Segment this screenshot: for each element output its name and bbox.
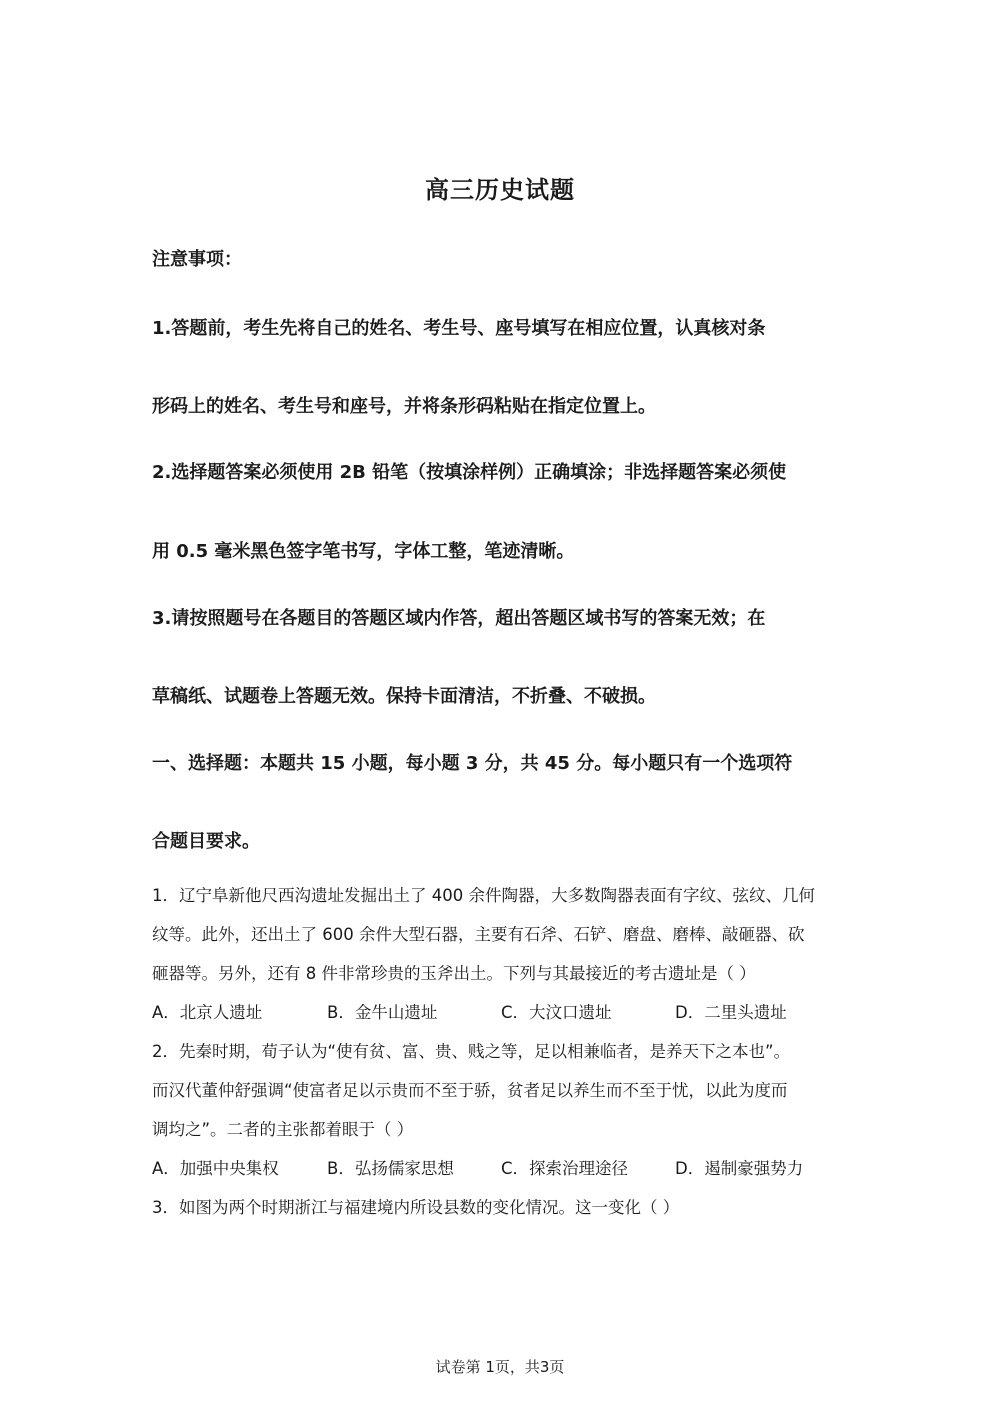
notes-heading: 注意事项： <box>152 249 242 270</box>
question-2-line-3: 调均之”。二者的主张都着眼于（ ） <box>152 1120 414 1139</box>
question-2-option-b: B．弘扬儒家思想 <box>327 1159 454 1178</box>
page-footer: 试卷第 1页，共3页 <box>435 1358 565 1376</box>
question-1-option-c: C．大汶口遗址 <box>501 1003 612 1022</box>
note-line-4: 用 0.5 毫米黑色签字笔书写，字体工整，笔迹清晰。 <box>152 541 575 562</box>
question-3-line-1: 3．如图为两个时期浙江与福建境内所设县数的变化情况。这一变化（ ） <box>152 1198 680 1217</box>
note-line-2: 形码上的姓名、考生号和座号，并将条形码粘贴在指定位置上。 <box>152 396 656 417</box>
section-heading-line-1: 一、选择题：本题共 15 小题，每小题 3 分，共 45 分。每小题只有一个选项符 <box>152 753 793 774</box>
question-1-option-d: D．二里头遗址 <box>675 1003 787 1022</box>
question-1-line-1: 1．辽宁阜新他尺西沟遗址发掘出土了 400 余件陶器，大多数陶器表面有字纹、弦纹、几何 <box>152 886 815 905</box>
page-title: 高三历史试题 <box>425 176 575 204</box>
question-2-line-1: 2．先秦时期，荀子认为“使有贫、富、贵、贱之等，足以相兼临者，是养天下之本也”。 <box>152 1042 791 1061</box>
question-2-line-2: 而汉代董仲舒强调“使富者足以示贵而不至于骄，贫者足以养生而不至于忧，以此为度而 <box>152 1081 788 1100</box>
question-1-line-3: 砸器等。另外，还有 8 件非常珍贵的玉斧出土。下列与其最接近的考古遗址是（ ） <box>152 964 756 983</box>
question-2-option-a: A．加强中央集权 <box>152 1159 279 1178</box>
question-2-option-c: C．探索治理途径 <box>501 1159 629 1178</box>
question-1-option-b: B．金牛山遗址 <box>327 1003 438 1022</box>
question-1-line-2: 纹等。此外，还出土了 600 余件大型石器，主要有石斧、石铲、磨盘、磨棒、敲砸器、砍 <box>152 925 805 944</box>
note-line-1: 1.答题前，考生先将自己的姓名、考生号、座号填写在相应位置，认真核对条 <box>152 318 766 339</box>
question-2-option-d: D．遏制豪强势力 <box>675 1159 804 1178</box>
note-line-6: 草稿纸、试题卷上答题无效。保持卡面清洁，不折叠、不破损。 <box>152 686 656 707</box>
question-1-option-a: A．北京人遗址 <box>152 1003 263 1022</box>
section-heading-line-2: 合题目要求。 <box>152 831 260 852</box>
note-line-5: 3.请按照题号在各题目的答题区域内作答，超出答题区域书写的答案无效；在 <box>152 608 766 629</box>
note-line-3: 2.选择题答案必须使用 2B 铅笔（按填涂样例）正确填涂；非选择题答案必须使 <box>152 462 787 483</box>
